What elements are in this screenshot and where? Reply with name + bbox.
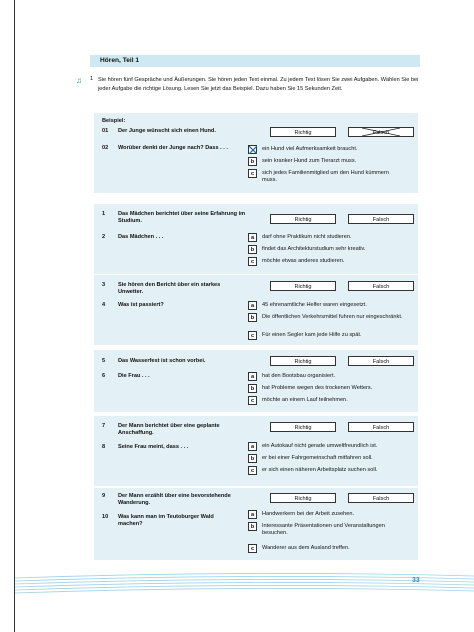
task-number: 4	[102, 302, 106, 308]
option-a-text: 45 ehrenamtliche Helfer waren eingesetzt.	[262, 302, 367, 308]
audio-icon: ♫	[76, 76, 82, 85]
option-c-checkbox[interactable]: c	[248, 466, 257, 475]
option-b-checkbox[interactable]: b	[248, 454, 257, 463]
example-label: Beispiel:	[102, 118, 126, 124]
option-a-text: hat den Bootsbau organisiert.	[262, 373, 336, 379]
option-a-text: Handwerkern bei der Arbeit zusehen.	[262, 511, 355, 517]
example-falsch-box: Falsch	[348, 127, 414, 137]
option-c-text: Für einen Segler kam jede Hilfe zu spät.	[262, 332, 362, 338]
task-number: 3	[102, 282, 106, 288]
falsch-button[interactable]: Falsch	[348, 214, 414, 224]
footer-wave-decoration	[15, 566, 474, 606]
richtig-button[interactable]: Richtig	[270, 281, 336, 291]
task-panel-3	[94, 350, 418, 412]
falsch-button[interactable]: Falsch	[348, 422, 414, 432]
checked-cross-icon	[249, 146, 257, 154]
option-a-checkbox[interactable]: a	[248, 301, 257, 310]
option-c-text: er sich einen näheren Arbeitsplatz suchen soll.	[262, 467, 378, 473]
example-option-a-text: ein Hund viel Aufmerksamkeit braucht.	[262, 146, 358, 152]
task-question: Seine Frau meint, dass . . .	[118, 444, 189, 450]
richtig-button[interactable]: Richtig	[270, 422, 336, 432]
task-statement: Sie hören den Bericht über ein starkes Unwetter.	[118, 282, 221, 295]
task-statement: Das Mädchen berichtet über seine Erfahrung im Studium.	[118, 211, 246, 224]
task-number: 1	[102, 211, 106, 217]
task-number: 5	[102, 358, 106, 364]
falsch-button[interactable]: Falsch	[348, 493, 414, 503]
example-q02-number: 02	[102, 145, 109, 151]
task-panel-2	[94, 275, 418, 345]
task-number: 10	[102, 514, 109, 520]
richtig-button[interactable]: Richtig	[270, 493, 336, 503]
task-panel-4	[94, 416, 418, 486]
option-a-text: ein Autokauf nicht gerade umweltfreundlich ist.	[262, 443, 378, 449]
option-c-text: Wanderer aus dem Ausland treffen.	[262, 545, 350, 551]
option-c-checkbox[interactable]: c	[248, 331, 257, 340]
option-b-text: findet das Architekturstudium sehr kreativ.	[262, 246, 366, 252]
option-a-checkbox[interactable]: a	[248, 510, 257, 519]
option-b-text: hat Probleme wegen des trockenen Wetters.	[262, 385, 373, 391]
task-number: 8	[102, 444, 106, 450]
falsch-button[interactable]: Falsch	[348, 356, 414, 366]
example-option-b-checkbox: b	[248, 157, 257, 166]
richtig-button[interactable]: Richtig	[270, 356, 336, 366]
task-number: 2	[102, 234, 106, 240]
option-b-checkbox[interactable]: b	[248, 522, 257, 531]
task-statement: Der Mann erzählt über eine bevorstehende Wanderung.	[118, 493, 231, 506]
task-number: 7	[102, 423, 106, 429]
example-richtig-box: Richtig	[270, 127, 336, 137]
task-question: Was ist passiert?	[118, 302, 164, 308]
option-c-text: möchte an einem Lauf teilnehmen.	[262, 397, 348, 403]
page-number: 33	[412, 577, 420, 584]
example-panel	[94, 113, 418, 193]
task-question: Was kann man im Teutoburger Wald machen?	[118, 514, 214, 527]
option-a-checkbox[interactable]: a	[248, 233, 257, 242]
option-b-text: er bei einer Fahrgemeinschaft mitfahren soll.	[262, 455, 373, 461]
example-option-c-checkbox: c	[248, 169, 257, 178]
task-panel-1	[94, 204, 418, 274]
task-panel-5	[94, 488, 418, 560]
option-b-checkbox[interactable]: b	[248, 245, 257, 254]
intro-number: 1	[90, 76, 94, 82]
option-c-checkbox[interactable]: c	[248, 396, 257, 405]
option-c-checkbox[interactable]: c	[248, 257, 257, 266]
task-number: 6	[102, 373, 106, 379]
task-statement: Der Mann berichtet über eine geplante Anschaffung.	[118, 423, 220, 436]
example-q01-number: 01	[102, 128, 109, 134]
page-margin-line	[14, 0, 15, 632]
example-option-a-checkbox	[248, 145, 257, 154]
option-b-text: Interessante Präsentationen und Veranstaltungen besuchen.	[262, 523, 385, 536]
task-question: Das Mädchen . . .	[118, 234, 164, 240]
option-c-text: möchte etwas anderes studieren.	[262, 258, 345, 264]
option-b-checkbox[interactable]: b	[248, 313, 257, 322]
task-statement: Das Wasserfest ist schon vorbei.	[118, 358, 206, 364]
richtig-button[interactable]: Richtig	[270, 214, 336, 224]
falsch-button[interactable]: Falsch	[348, 281, 414, 291]
option-a-checkbox[interactable]: a	[248, 442, 257, 451]
option-c-checkbox[interactable]: c	[248, 544, 257, 553]
example-option-c-text: sich jedes Familienmitglied um den Hund kümmern muss.	[262, 170, 389, 183]
example-option-b-text: sein kranker Hund zum Tierarzt muss.	[262, 158, 357, 164]
option-a-text: darf ohne Praktikum nicht studieren.	[262, 234, 352, 240]
task-number: 9	[102, 493, 106, 499]
option-a-checkbox[interactable]: a	[248, 372, 257, 381]
task-question: Die Frau . . .	[118, 373, 150, 379]
example-falsch-cross-mark	[348, 127, 414, 137]
instructions: Sie hören fünf Gespräche und Äußerungen. Sie hören jeden Text einmal. Zu jedem Text lösen Sie zwei Aufgaben. Wählen Sie bei jeder Aufgabe die richtige Lösung. Lesen Sie jetzt das Beispiel. Dazu haben Sie 15 Sekunden Zeit.	[98, 77, 419, 92]
example-q02-text: Worüber denkt der Junge nach? Dass . . .	[118, 145, 228, 151]
section-header: Hören, Teil 1	[90, 55, 420, 67]
option-b-text: Die öffentlichen Verkehrsmittel fuhren nur eingeschränkt.	[262, 314, 403, 320]
option-b-checkbox[interactable]: b	[248, 384, 257, 393]
example-q01-text: Der Junge wünscht sich einen Hund.	[118, 128, 216, 134]
